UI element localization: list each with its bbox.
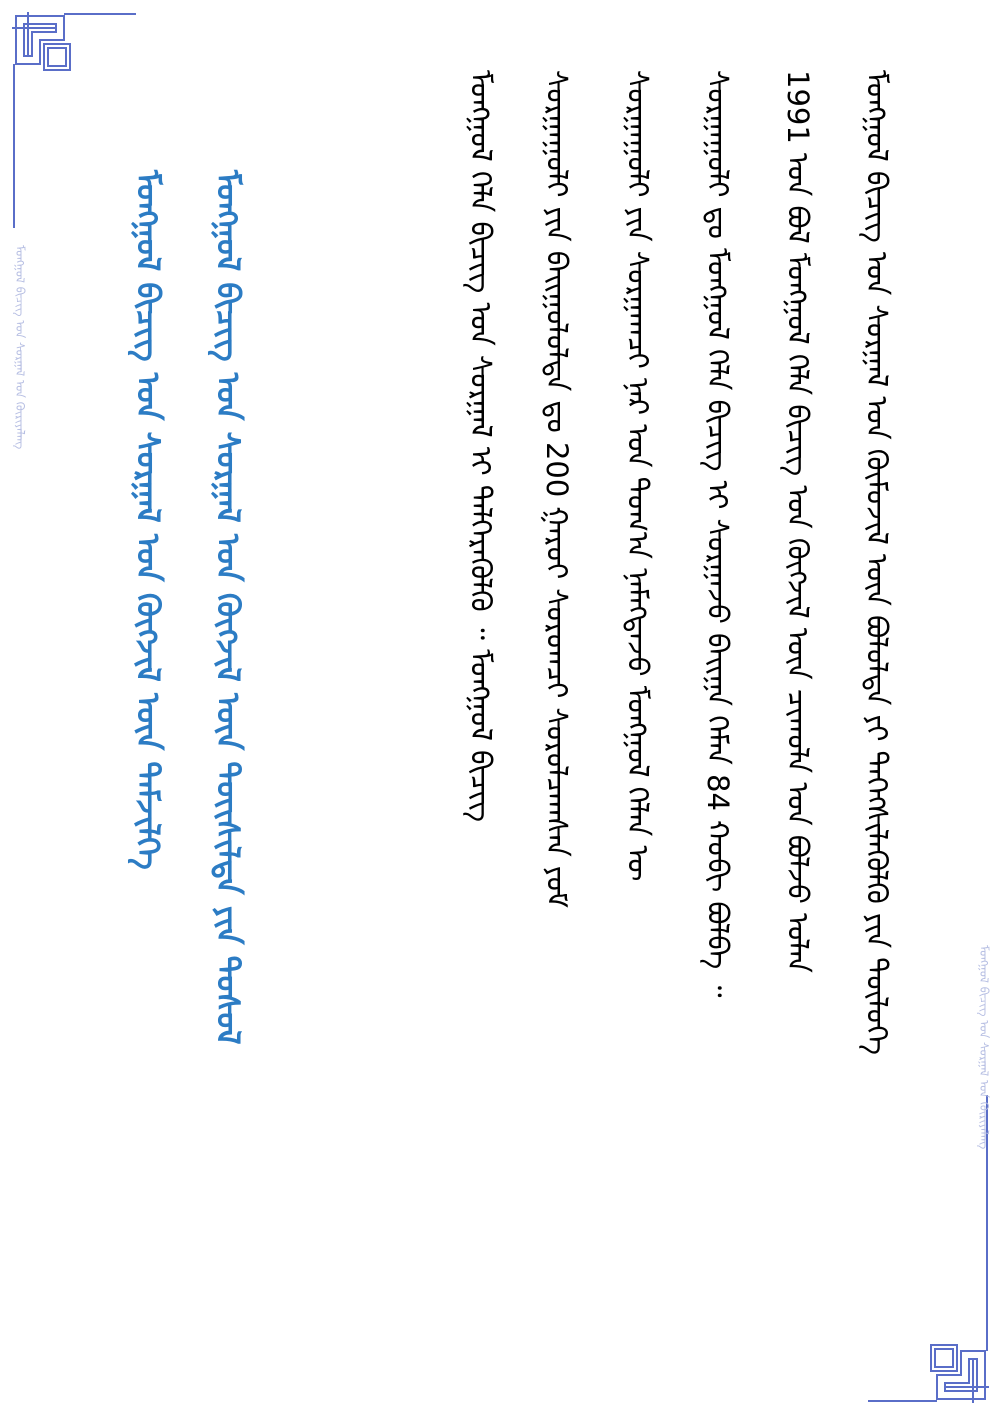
- corner-ornament-top-left: [12, 12, 70, 70]
- body-line-4: ᠰᠤᠷᠭᠠᠭᠤᠯᠢ ᠶᠢᠨ ᠰᠤᠷᠭᠠᠭᠴᠢ ᠨᠠᠷ ᠤᠨ ᠲᠣᠭ᠎ᠠ ᠨᠡᠮᠡᠭᠳᠡᠵᠦ ᠮᠣᠩᠭᠣᠯ ᠬᠡᠯᠡᠨ ᠦ: [621, 70, 655, 882]
- watermark-left: ᠮᠣᠩᠭᠣᠯ ᠪᠢᠴᠢᠭ ᠤᠨ ᠰᠤᠷᠭᠠᠯ ᠤᠨ ᠬᠦᠷᠢᠶᠡᠯᠡᠩ: [13, 245, 27, 450]
- body-line-6: ᠮᠣᠩᠭᠣᠯ ᠬᠡᠯᠡ ᠪᠢᠴᠢᠭ ᠤᠨ ᠰᠤᠷᠭᠠᠯ ᠢ ᠳᠡᠯᠭᠡᠷᠡᠭᠦᠯᠬᠦ ᠃ ᠮᠣᠩᠭᠣᠯ ᠪᠢᠴᠢᠭ: [464, 70, 498, 822]
- body-line-5: ᠰᠤᠷᠭᠠᠭᠤᠯᠢ ᠶᠢᠨ ᠪᠠᠢᠭᠤᠯᠤᠯᠳᠠ ᠳᠤ 200 ᠭᠠᠷᠤᠢ ᠰᠤᠷᠤᠭᠴᠢ ᠰᠤᠷᠤᠯᠴᠠᠭᠰᠠᠨ ᠶᠤᠮ: [540, 70, 574, 908]
- body-line-3: ᠰᠤᠷᠭᠠᠭᠤᠯᠢ ᠳᠤ ᠮᠣᠩᠭᠣᠯ ᠬᠡᠯᠡ ᠪᠢᠴᠢᠭ ᠢ ᠰᠤᠷᠭᠠᠵᠤ ᠪᠠᠢᠭᠠ ᠬᠡᠮᠡᠨ 84 ᠬᠤᠪᠢ ᠪᠣᠯᠪᠠ ᠃: [701, 70, 735, 998]
- watermark-right: ᠮᠣᠩᠭᠣᠯ ᠪᠢᠴᠢᠭ ᠤᠨ ᠰᠤᠷᠭᠠᠯ ᠤᠨ ᠬᠦᠷᠢᠶᠡᠯᠡᠩ: [977, 945, 991, 1150]
- body-line-1: ᠮᠣᠩᠭᠣᠯ ᠪᠢᠴᠢᠭ ᠤᠨ ᠰᠤᠷᠭᠠᠯ ᠤᠨ ᠬᠦᠮᠦᠵᠢᠯ ᠦᠨ ᠪᠣᠯᠣᠯᠲᠠ ᠶᠢ ᠳᠡᠭᠡᠭᠰᠢᠯᠡᠭᠦᠯᠬᠦ ᠶᠢᠨ ᠲᠥᠯᠥᠭᠡ: [860, 70, 894, 1055]
- highlight-line-2: ᠮᠣᠩᠭᠣᠯ ᠪᠢᠴᠢᠭ ᠤᠨ ᠰᠤᠷᠭᠠᠯ ᠤᠨ ᠬᠥᠭᠵᠢᠯ ᠦᠨ ᠳᠡᠮᠵᠢᠯᠭᠡ: [129, 170, 167, 870]
- corner-ornament-bottom-right: [931, 1345, 989, 1403]
- highlight-line-1: ᠮᠣᠩᠭᠣᠯ ᠪᠢᠴᠢᠭ ᠤᠨ ᠰᠤᠷᠭᠠᠯ ᠤᠨ ᠬᠥᠭᠵᠢᠯ ᠦᠨ ᠲᠦᠢᠰᠢᠯᠲᠡ ᠶᠢᠨ ᠲᠣᠰᠤᠯ: [209, 170, 247, 1045]
- body-line-2: 1991 ᠣᠨ ᠪᠣᠯ ᠮᠣᠩᠭᠣᠯ ᠬᠡᠯᠡ ᠪᠢᠴᠢᠭ ᠤᠨ ᠬᠥᠭᠵᠢᠯ ᠦᠨ ᠴᠢᠬᠤᠯᠠ ᠣᠨ ᠪᠣᠯᠵᠤ ᠣᠯᠠᠨ: [781, 70, 815, 973]
